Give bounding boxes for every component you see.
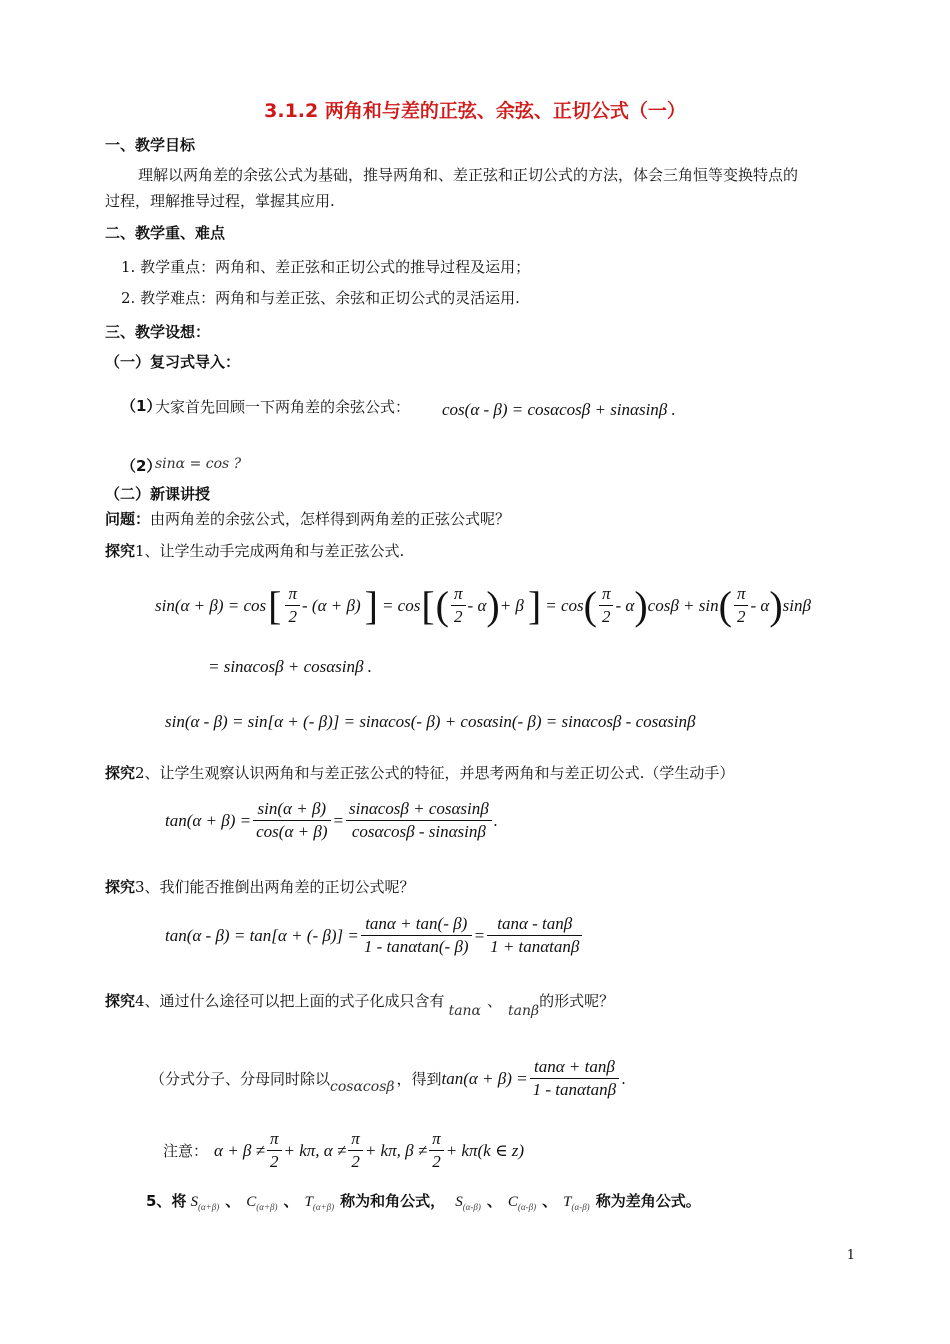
s-plus-letter: S (190, 1194, 198, 1210)
tan-sum-den-2: cosαcosβ - sinαsinβ (351, 822, 486, 841)
minus-alpha: - α (750, 595, 770, 615)
cond-alpha-plus-beta: α + β ≠ (214, 1140, 265, 1160)
formula-cos-diff: cos(α - β) = cosαcosβ + sinαsinβ . (442, 400, 676, 419)
two-denominator: 2 (269, 1152, 279, 1171)
sin-beta: sinβ (782, 595, 811, 615)
goals-line-2: 过程，理解推导过程，掌握其应用. (105, 192, 335, 210)
note-mid-text: ，得到 (396, 1070, 442, 1088)
separator: 、 (225, 1192, 241, 1210)
c-plus-subscript: (α+β) (256, 1202, 278, 1212)
c-minus-letter: C (507, 1194, 518, 1210)
tan-sum-lhs: tan(α + β) = (165, 810, 252, 830)
separator: 、 (283, 1192, 299, 1210)
minus-alpha: - α (615, 595, 635, 615)
explore-4-tail: 的形式呢？ (539, 992, 615, 1010)
tan-sum-final-den: 1 - tanαtanβ (532, 1080, 617, 1099)
tan-sum-lhs-2: tan(α + β) = (441, 1068, 528, 1088)
cond-alpha: + kπ, α ≠ (283, 1140, 347, 1160)
t-plus-letter: T (304, 1194, 313, 1210)
separator: 、 (542, 1192, 558, 1210)
problem-text: 由两角差的余弦公式，怎样得到两角差的正弦公式呢？ (150, 510, 511, 528)
question-1-label: （1） (121, 397, 162, 415)
pi-numerator: π (734, 583, 749, 606)
subsection-new-lesson: （二）新课讲授 (105, 485, 211, 503)
c-minus-subscript: (α-β) (517, 1202, 537, 1212)
page-number: 1 (846, 1248, 855, 1263)
section-heading-keypoints: 二、教学重、难点 (105, 224, 226, 242)
formula-sin-sum-result: = sinαcosβ + cosαsinβ . (208, 657, 372, 676)
pi-numerator: π (348, 1128, 363, 1151)
tan-diff-lhs: tan(α - β) = tan[α + (- β)] = (165, 925, 359, 945)
separator: 、 (486, 1192, 502, 1210)
two-denominator: 2 (454, 607, 463, 626)
tan-diff-den-2: 1 + tanαtanβ (490, 937, 580, 956)
item5-sum-label: 称为和角公式， (340, 1192, 446, 1210)
s-plus-symbol (190, 1194, 219, 1212)
explore-4-text: 4、通过什么途径可以把上面的式子化成只含有 (135, 992, 445, 1010)
question-2-formula: sinα = cos ? (155, 456, 242, 472)
explore-2-text: 2、让学生观察认识两角和与差正弦公式的特征，并思考两角和与差正切公式.（学生动手） (135, 764, 735, 782)
two-denominator: 2 (736, 607, 746, 626)
separator: 、 (487, 992, 503, 1010)
formula-sin-diff: sin(α - β) = sin[α + (- β)] = sinαcos(- β) + cosαsin(- β) = sinαcosβ - cosαsinβ (165, 712, 696, 731)
tan-beta-term: tanβ (508, 1002, 540, 1019)
question-1-text: 大家首先回顾一下两角差的余弦公式： (155, 398, 411, 416)
item5-diff-label: 称为差角公式。 (595, 1192, 701, 1210)
sin-sum-step1-tail: - (α + β) (302, 595, 361, 615)
explore-2-label: 探究 (105, 764, 136, 782)
condition-note (163, 1128, 524, 1173)
divisor-term: cosαcosβ (330, 1078, 395, 1095)
note-label: 注意： (163, 1142, 209, 1160)
tan-alpha-term: tanα (448, 1002, 482, 1019)
goals-line-1: 理解以两角差的余弦公式为基础，推导两角和、差正弦和正切公式的方法，体会三角恒等变换特点的 (138, 166, 799, 184)
minus-alpha: - α (467, 595, 487, 615)
page-title: 3.1.2 两角和与差的正弦、余弦、正切公式（一） (264, 100, 686, 122)
tan-diff-den-1: 1 - tanαtan(- β) (363, 937, 469, 956)
note-open-text: （分式分子、分母同时除以 (150, 1070, 331, 1088)
tan-diff-num-2: tanα - tanβ (487, 913, 582, 936)
equals-sign: = (332, 810, 344, 830)
explore-3-text: 3、我们能否推倒出两角差的正切公式呢？ (135, 878, 415, 896)
t-minus-letter: T (563, 1194, 572, 1210)
question-2-label: （2） (121, 457, 162, 475)
explore-1-label: 探究 (105, 542, 136, 560)
s-plus-subscript: (α+β) (197, 1202, 220, 1212)
section-heading-goals: 一、教学目标 (105, 136, 196, 154)
keypoint-item-1: 1. 教学重点：两角和、差正弦和正切公式的推导过程及运用； (121, 258, 531, 276)
explore-4-label: 探究 (105, 992, 136, 1010)
summary-line (146, 1190, 701, 1212)
section-heading-design: 三、教学设想： (105, 323, 211, 341)
formula-tan-sum (165, 798, 498, 843)
pi-numerator: π (429, 1128, 444, 1151)
cond-beta: + kπ, β ≠ (364, 1140, 428, 1160)
s-minus-letter: S (455, 1194, 463, 1210)
pi-numerator: π (267, 1128, 282, 1151)
problem-label: 问题： (105, 510, 151, 528)
tan-sum-num-1: sin(α + β) (253, 798, 330, 821)
s-minus-subscript: (α-β) (462, 1202, 481, 1212)
t-minus-subscript: (α-β) (571, 1202, 590, 1212)
sin-sum-step3-cos: = cos (545, 595, 584, 615)
tan-sum-final-num: tanα + tanβ (530, 1056, 620, 1079)
cond-k-in-z: + kπ(k ∈ z) (445, 1140, 525, 1160)
c-plus-letter: C (246, 1194, 257, 1210)
two-denominator: 2 (432, 1152, 441, 1171)
s-minus-symbol (455, 1194, 481, 1212)
subsection-review: （一）复习式导入： (105, 353, 241, 371)
two-denominator: 2 (288, 607, 297, 626)
equals-sign: = (473, 925, 486, 945)
c-plus-symbol (246, 1194, 277, 1212)
c-minus-symbol (508, 1194, 536, 1212)
two-denominator: 2 (601, 607, 611, 626)
formula-tan-diff (165, 913, 584, 958)
formula-period: . (621, 1069, 626, 1088)
t-minus-symbol (563, 1194, 590, 1212)
pi-numerator: π (599, 583, 614, 606)
tan-sum-den-1: cos(α + β) (256, 822, 328, 841)
explore-1-text: 1、让学生动手完成两角和与差正弦公式. (135, 542, 405, 560)
two-denominator: 2 (351, 1152, 360, 1171)
explore-4-note (150, 1056, 626, 1101)
pi-numerator: π (285, 583, 300, 606)
t-plus-subscript: (α+β) (312, 1202, 335, 1212)
pi-numerator: π (451, 583, 466, 606)
keypoint-item-2: 2. 教学难点：两角和与差正弦、余弦和正切公式的灵活运用. (121, 289, 520, 307)
sin-sum-lhs: sin(α + β) = cos (155, 595, 267, 615)
sin-sum-step2-cos: = cos (381, 595, 421, 615)
tan-sum-num-2: sinαcosβ + cosαsinβ (346, 798, 492, 821)
item5-lead: 5、将 (146, 1192, 187, 1210)
formula-sin-sum-derivation: sin(α + β) = cos [ $\frac{\pi}{2}$ - (α + β) ] = cos [ ( $\frac{\pi}{2}$ - α ) + β ] = cos ( $\frac{\pi}{2}$ - α ) cosβ + sin ( $\frac{\pi}{2}$ - α ) sinβ (155, 583, 811, 628)
explore-3-label: 探究 (105, 878, 136, 896)
cos-beta-plus-sin: cosβ + sin (647, 595, 719, 615)
tan-diff-num-1: tanα + tan(- β) (361, 913, 472, 936)
plus-beta: + β (499, 595, 524, 615)
formula-period: . (493, 810, 498, 830)
t-plus-symbol (305, 1194, 335, 1212)
